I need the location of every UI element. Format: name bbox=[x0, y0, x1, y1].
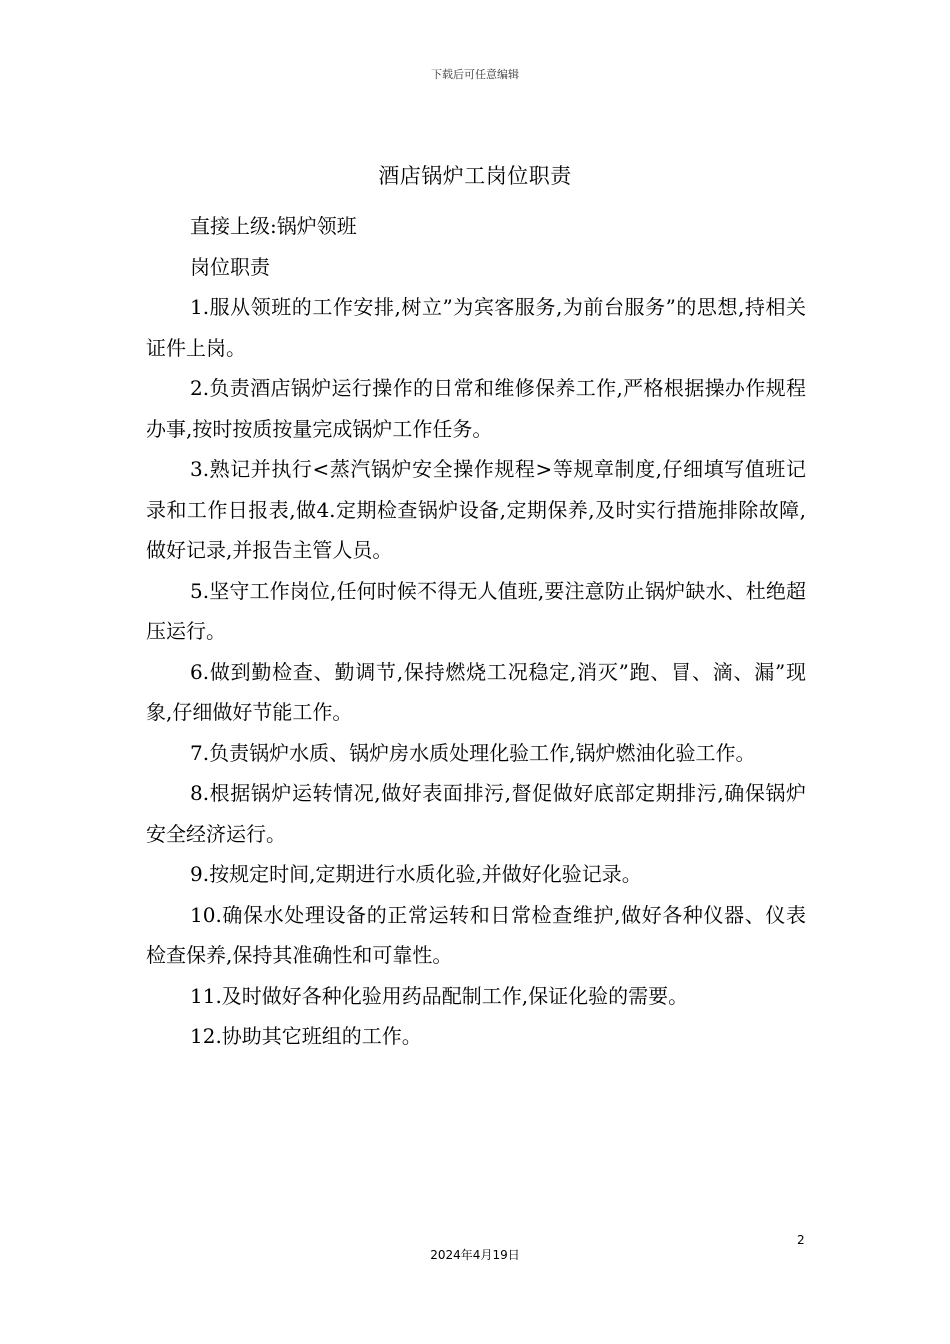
paragraph-section-heading: 岗位职责 bbox=[190, 254, 270, 279]
footer-date: 2024年4月19日 bbox=[430, 1248, 520, 1262]
page-number: 2 bbox=[797, 1233, 805, 1247]
paragraph-duty-10: 10.确保水处理设备的正常运转和日常检查维护,做好各种仪器、仪表检查保养,保持其准确性和可靠性。 bbox=[146, 902, 806, 967]
paragraph-duty-1: 1.服从领班的工作安排,树立”为宾客服务,为前台服务”的思想,持相关证件上岗。 bbox=[146, 295, 806, 360]
paragraph-duty-3-4: 3.熟记并执行<蒸汽锅炉安全操作规程>等规章制度,仔细填写值班记录和工作日报表,做4.定期检查锅炉设备,定期保养,及时实行措施排除故障,做好记录,并报告主管人员。 bbox=[146, 457, 806, 562]
document-body bbox=[146, 206, 806, 1057]
paragraph-supervisor: 直接上级:锅炉领班 bbox=[190, 214, 357, 238]
paragraph-duty-2: 2.负责酒店锅炉运行操作的日常和维修保养工作,严格根据操办作规程办事,按时按质按量完成锅炉工作任务。 bbox=[146, 376, 806, 441]
paragraph-duty-7: 7.负责锅炉水质、锅炉房水质处理化验工作,锅炉燃油化验工作。 bbox=[190, 740, 756, 765]
paragraph-duty-12: 12.协助其它班组的工作。 bbox=[190, 1024, 422, 1048]
paragraph-duty-9: 9.按规定时间,定期进行水质化验,并做好化验记录。 bbox=[190, 862, 642, 886]
paragraph-duty-8: 8.根据锅炉运转情况,做好表面排污,督促做好底部定期排污,确保锅炉安全经济运行。 bbox=[146, 781, 806, 846]
page-header: 下载后可任意编辑 bbox=[431, 68, 519, 81]
paragraph-duty-11: 11.及时做好各种化验用药品配制工作,保证化验的需要。 bbox=[190, 983, 689, 1008]
paragraph-duty-6: 6.做到勤检查、勤调节,保持燃烧工况稳定,消灭”跑、冒、滴、漏”现象,仔细做好节能工作。 bbox=[146, 659, 806, 724]
paragraph-duty-5: 5.坚守工作岗位,任何时候不得无人值班,要注意防止锅炉缺水、杜绝超压运行。 bbox=[146, 578, 806, 643]
document-title: 酒店锅炉工岗位职责 bbox=[378, 164, 572, 188]
